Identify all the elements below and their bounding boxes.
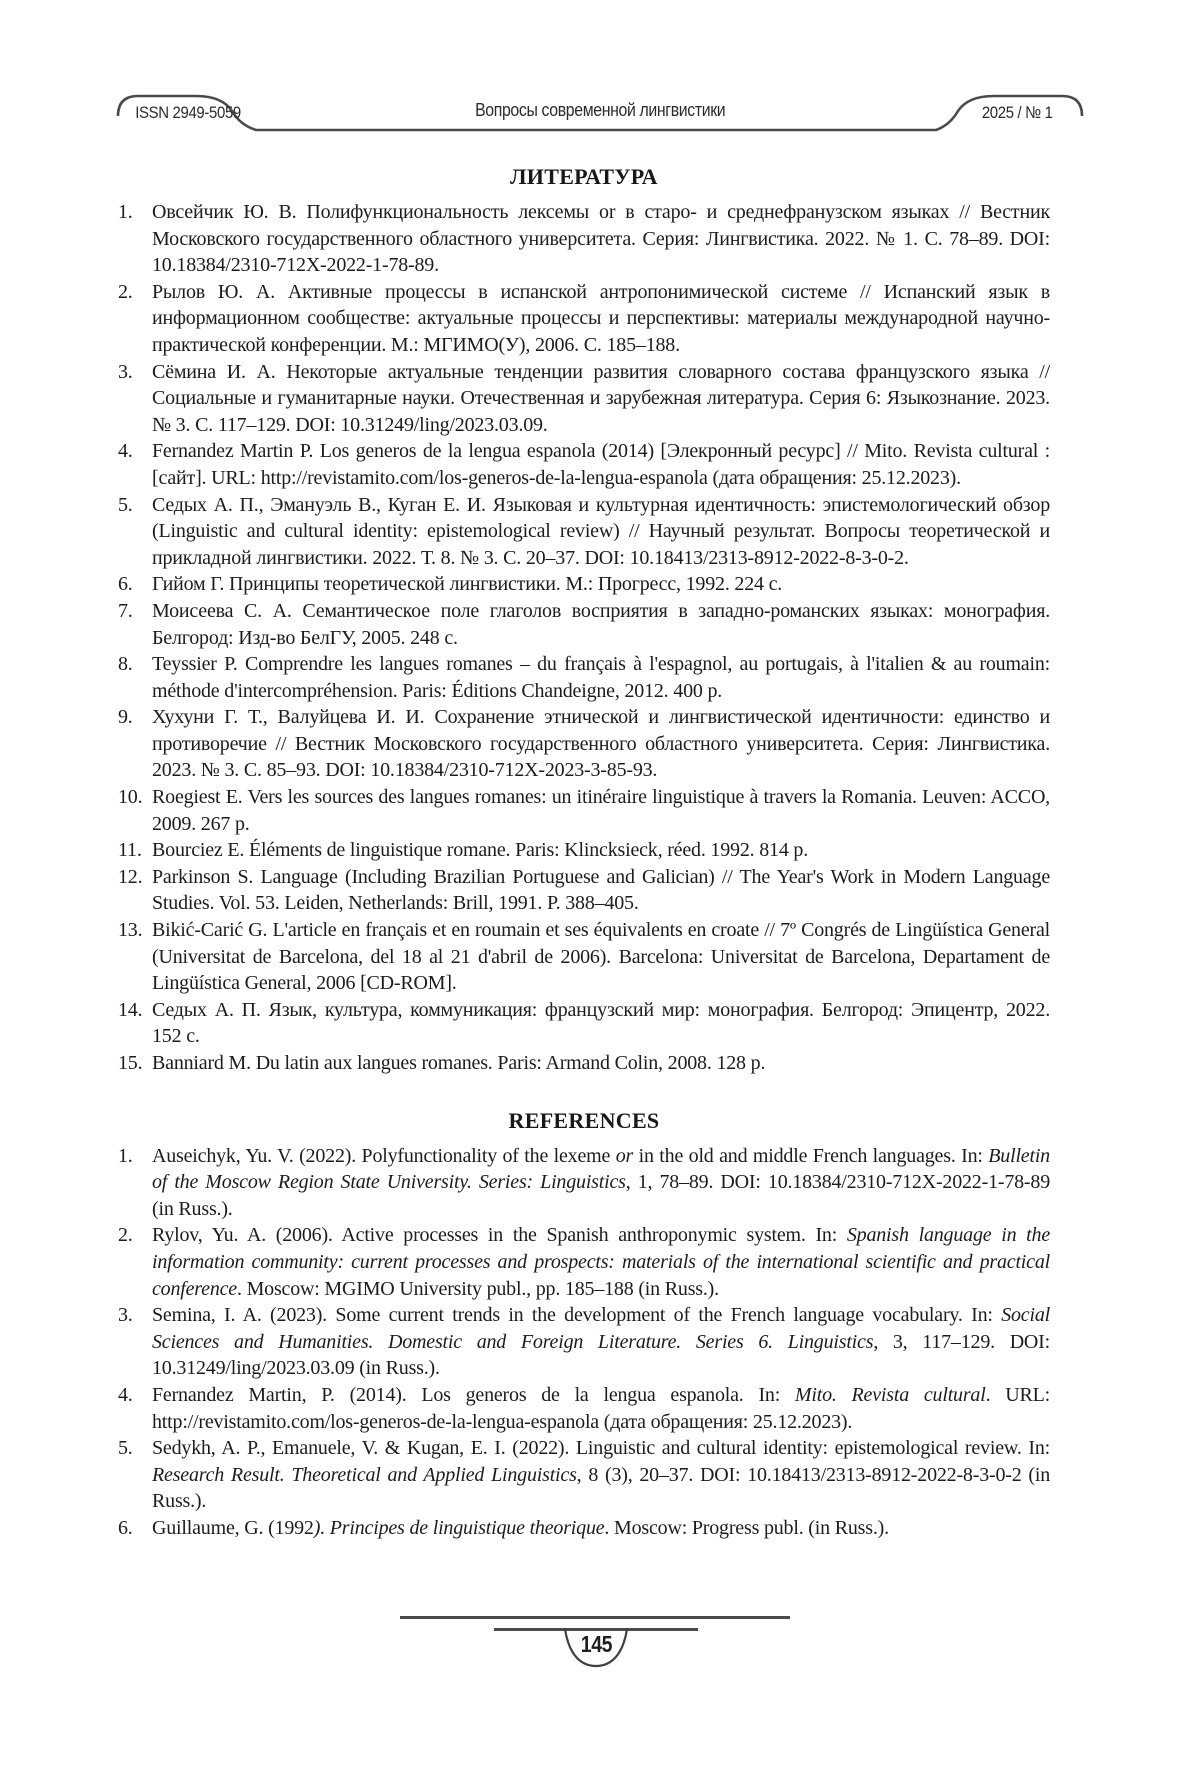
- references-list: [118, 1143, 1050, 1542]
- reference-item: [118, 784, 1050, 837]
- item-number: 6.: [118, 1516, 133, 1539]
- reference-item: [118, 359, 1050, 439]
- literatura-heading: ЛИТЕРАТУРА: [510, 164, 658, 189]
- reference-item: [118, 997, 1050, 1050]
- item-number: 15.: [118, 1052, 143, 1074]
- page-number-text: 145: [580, 1631, 612, 1657]
- reference-item: [118, 1222, 1050, 1302]
- reference-item: [118, 598, 1050, 651]
- reference-item: [118, 492, 1050, 572]
- reference-item: [118, 571, 1050, 598]
- reference-text: Roegiest E. Vers les sources des langues romanes: un itinéraire linguistique à travers la Romania. Leuven: ACCO, 2009. 267 p.: [152, 786, 1050, 835]
- reference-text: Седых А. П., Эмануэль В., Куган Е. И. Языковая и культурная идентичность: эпистемологический обзор (Linguistic and cultural identity: epistemological review) // Научный результат. Вопросы теоретической и прикладной лингвистики. 2022. Т. 8. № 3. С. 20–37. DOI: 10.18413/2313-8912-2022-8-3-0-2.: [152, 493, 1050, 569]
- reference-text-italic: ). Principes de linguistique theorique: [313, 1516, 605, 1539]
- reference-item: [118, 1143, 1050, 1223]
- reference-text: Моисеева С. А. Семантическое поле глаголов восприятия в западно-романских языках: монография. Белгород: Изд-во БелГУ, 2005. 248 с.: [152, 599, 1050, 649]
- reference-text: Rylov, Yu. A. (2006). Active processes in the Spanish anthroponymic system. In:: [152, 1224, 847, 1247]
- item-number: 5.: [118, 493, 133, 516]
- header-issue-text: 2025 / № 1: [981, 103, 1053, 122]
- item-number: 9.: [118, 706, 133, 729]
- reference-text: Teyssier P. Comprendre les langues romanes – du français à l'espagnol, au portugais, à l'italien & au roumain: méthode d'intercompréhension. Paris: Éditions Chandeigne, 2012. 400 p.: [152, 653, 1050, 702]
- item-number: 13.: [118, 919, 143, 942]
- reference-text: Banniard M. Du latin aux langues romanes. Paris: Armand Colin, 2008. 128 p.: [152, 1052, 766, 1074]
- reference-text: Bourciez E. Éléments de linguistique romane. Paris: Klincksieck, réed. 1992. 814 p.: [152, 839, 809, 862]
- item-number: 8.: [118, 653, 133, 676]
- reference-item: [118, 1435, 1050, 1515]
- header-journal-title-text: Вопросы современной лингвистики: [474, 100, 726, 120]
- reference-text: . URL: http://revistamito.com/los-generos-de-la-lengua-espanola (дата обращения: 25.12.2023).: [152, 1383, 1051, 1433]
- reference-text: in the old and middle French languages. In:: [633, 1144, 989, 1167]
- reference-item: [118, 438, 1050, 491]
- reference-text-italic: Research Result. Theoretical and Applied Linguistics: [152, 1463, 577, 1486]
- item-number: 11.: [118, 839, 142, 862]
- reference-text: . Moscow: Progress publ. (in Russ.).: [604, 1516, 889, 1539]
- reference-text: , 3, 117–129. DOI: 10.31249/ling/2023.03.09 (in Russ.).: [152, 1330, 1050, 1380]
- reference-item: [118, 864, 1050, 917]
- reference-text: Гийом Г. Принципы теоретической лингвистики. М.: Прогресс, 1992. 224 с.: [152, 573, 783, 596]
- literatura-list: [118, 199, 1050, 1077]
- item-number: 4.: [118, 440, 133, 463]
- reference-item: [118, 1382, 1050, 1435]
- reference-text: Сёмина И. А. Некоторые актуальные тенденции развития словарного состава французского языка // Социальные и гуманитарные науки. Отечественная и зарубежная литература. Серия 6: Языкознание. 2023. № 3. С. 117–129. DOI: 10.31249/ling/2023.03.09.: [152, 360, 1050, 436]
- reference-text: Semina, I. A. (2023). Some current trends in the development of the French language vocabulary. In:: [152, 1304, 1002, 1327]
- page-content: [118, 164, 1050, 1542]
- references-heading: REFERENCES: [508, 1107, 660, 1133]
- reference-text: Хухуни Г. Т., Валуйцева И. И. Сохранение этнической и лингвистической идентичности: единство и противоречие // Вестник Московского государственного областного университета. Серия: Лингвистика. 2023. № 3. С. 85–93. DOI: 10.18384/2310-712X-2023-3-85-93.: [152, 706, 1050, 782]
- reference-text-italic: Spanish language in the information community: current processes and prospects: materials of the international scientific and practical conference: [152, 1224, 1050, 1300]
- reference-text-italic: or: [615, 1144, 634, 1167]
- reference-text: Bikić-Carić G. L'article en français et en roumain et ses équivalents en croate // 7º Congrés de Lingüística General (Universitat de Barcelona, del 18 al 21 d'abril de 2006). Barcelona: Universitat de Barcelona, Departament de Lingüística General, 2006 [CD-ROM].: [152, 919, 1050, 995]
- reference-item: [118, 651, 1050, 704]
- reference-text: Рылов Ю. А. Активные процессы в испанской антропонимической системе // Испанский язык в информационном сообществе: актуальные процессы и перспективы: материалы международной научно-практической конференции. М.: МГИМО(У), 2006. С. 185–188.: [152, 280, 1050, 356]
- reference-item: [118, 704, 1050, 784]
- header-rule: [0, 0, 1200, 150]
- reference-item: [118, 1050, 1050, 1077]
- item-number: 7.: [118, 599, 133, 622]
- reference-item: [118, 279, 1050, 359]
- item-number: 12.: [118, 865, 143, 888]
- reference-text: Fernandez Martin, P. (2014). Los generos de la lengua espanola. In:: [152, 1383, 795, 1406]
- item-number: 4.: [118, 1383, 133, 1406]
- page-number: [563, 1631, 629, 1658]
- item-number: 14.: [118, 998, 143, 1021]
- reference-text: , 1, 78–89. DOI: 10.18384/2310-712X-2022-1-78-89 (in Russ.).: [152, 1171, 1050, 1220]
- reference-item: [118, 837, 1050, 864]
- reference-item: [118, 199, 1050, 279]
- item-number: 6.: [118, 573, 133, 596]
- item-number: 5.: [118, 1437, 133, 1460]
- reference-text: Fernandez Martin P. Los generos de la lengua espanola (2014) [Элекронный ресурс] // Mito. Revista cultural : [сайт]. URL: http://revistamito.com/los-generos-de-la-lengua-espanola (дата обращения: 25.12.2023).: [152, 440, 1050, 489]
- reference-text: Guillaume, G. (1992: [152, 1516, 314, 1539]
- reference-text-italic: Mito. Revista cultural: [794, 1383, 986, 1406]
- reference-text: Auseichyk, Yu. V. (2022). Polyfunctionality of the lexeme: [152, 1144, 616, 1167]
- item-number: 1.: [118, 201, 133, 223]
- header-issue: [958, 103, 1076, 123]
- reference-item: [118, 917, 1050, 997]
- item-number: 3.: [118, 360, 133, 383]
- item-number: 1.: [118, 1144, 133, 1167]
- reference-text: Овсейчик Ю. В. Полифункциональность лексемы or в старо- и среднефранузском языках // Вестник Московского государственного областного университета. Серия: Лингвистика. 2022. № 1. С. 78–89. DOI: 10.18384/2310-712X-2022-1-78-89.: [152, 201, 1050, 277]
- reference-item: [118, 1302, 1050, 1382]
- reference-text: Седых А. П. Язык, культура, коммуникация: французский мир: монография. Белгород: Эпицентр, 2022. 152 с.: [152, 998, 1050, 1048]
- reference-text-italic: Bulletin of the Moscow Region State University. Series: Linguistics: [152, 1144, 1050, 1194]
- reference-text: Parkinson S. Language (Including Brazilian Portuguese and Galician) // The Year's Work in Modern Language Studies. Vol. 53. Leiden, Netherlands: Brill, 1991. P. 388–405.: [152, 865, 1050, 915]
- header-issn-text: ISSN 2949-5059: [135, 103, 241, 122]
- item-number: 2.: [118, 280, 133, 303]
- item-number: 10.: [118, 786, 143, 809]
- footer-rule-long: [400, 1616, 790, 1619]
- reference-text: Sedykh, A. P., Emanuele, V. & Kugan, E. I. (2022). Linguistic and cultural identity: epistemological review. In:: [152, 1437, 1050, 1460]
- item-number: 2.: [118, 1224, 133, 1247]
- reference-text: . Moscow: MGIMO University publ., pp. 185–188 (in Russ.).: [236, 1277, 719, 1300]
- item-number: 3.: [118, 1304, 133, 1327]
- reference-text: , 8 (3), 20–37. DOI: 10.18413/2313-8912-2022-8-3-0-2 (in Russ.).: [152, 1463, 1050, 1513]
- reference-item: [118, 1515, 1050, 1542]
- reference-text-italic: Social Sciences and Humanities. Domestic and Foreign Literature. Series 6. Linguistics: [152, 1304, 1050, 1353]
